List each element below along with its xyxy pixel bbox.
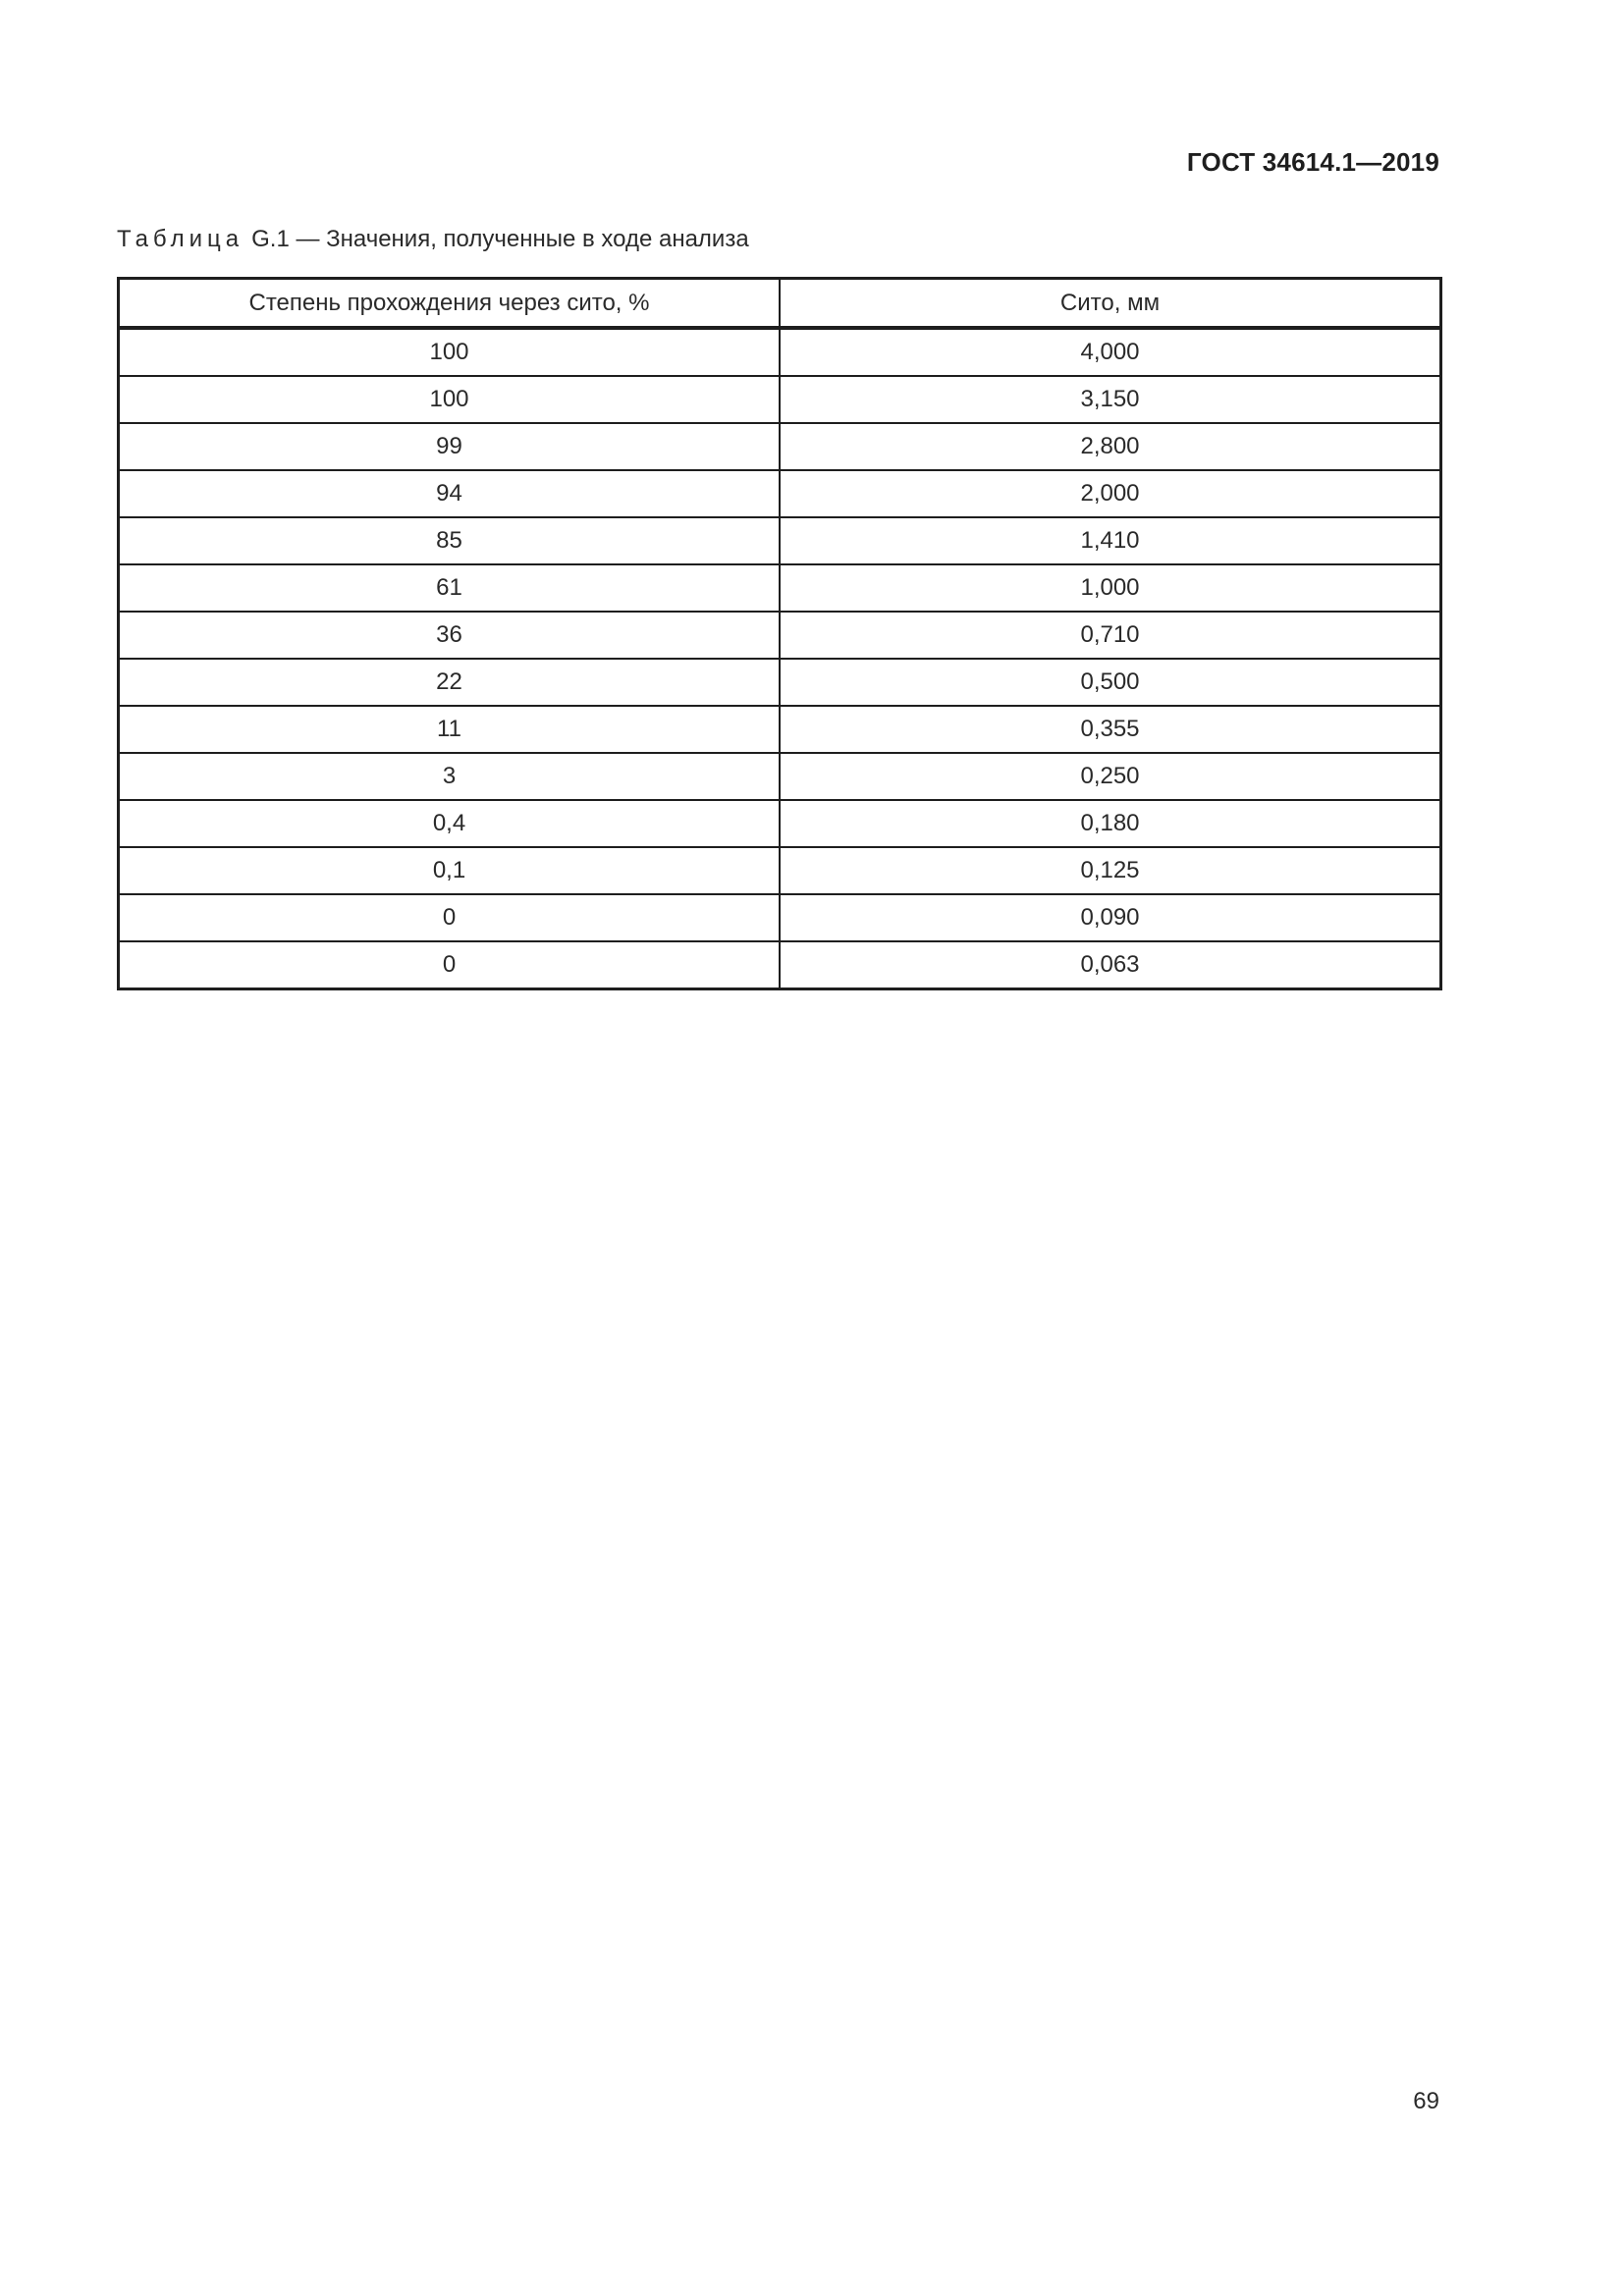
table-row (119, 753, 1441, 800)
cell-sieve-size: 0,500 (780, 659, 1441, 706)
cell-passing-percent: 100 (119, 328, 781, 376)
table-row (119, 894, 1441, 941)
table-row (119, 517, 1441, 564)
cell-sieve-size: 4,000 (780, 328, 1441, 376)
table-row (119, 328, 1441, 376)
cell-sieve-size: 2,800 (780, 423, 1441, 470)
cell-sieve-size: 2,000 (780, 470, 1441, 517)
cell-passing-percent: 36 (119, 612, 781, 659)
cell-passing-percent: 94 (119, 470, 781, 517)
table-row (119, 564, 1441, 612)
table-caption-prefix: Таблица (117, 226, 244, 252)
table-row (119, 847, 1441, 894)
cell-passing-percent: 85 (119, 517, 781, 564)
cell-passing-percent: 0 (119, 894, 781, 941)
cell-sieve-size: 0,710 (780, 612, 1441, 659)
cell-passing-percent: 3 (119, 753, 781, 800)
table-row (119, 376, 1441, 423)
column-header-passing-percent: Степень прохождения через сито, % (119, 279, 781, 329)
table-row (119, 612, 1441, 659)
table-row (119, 941, 1441, 989)
document-standard-number: ГОСТ 34614.1—2019 (1186, 147, 1439, 177)
cell-passing-percent: 0,1 (119, 847, 781, 894)
table-row (119, 800, 1441, 847)
table-caption (117, 226, 749, 253)
table-row (119, 659, 1441, 706)
cell-passing-percent: 0 (119, 941, 781, 989)
table-caption-text: G.1 — Значения, полученные в ходе анализа (251, 226, 749, 252)
cell-sieve-size: 3,150 (780, 376, 1441, 423)
cell-passing-percent: 100 (119, 376, 781, 423)
table-row (119, 470, 1441, 517)
cell-sieve-size: 0,090 (780, 894, 1441, 941)
table-row (119, 423, 1441, 470)
table-row (119, 706, 1441, 753)
cell-sieve-size: 0,125 (780, 847, 1441, 894)
cell-passing-percent: 99 (119, 423, 781, 470)
cell-sieve-size: 0,250 (780, 753, 1441, 800)
page-number: 69 (1413, 2088, 1439, 2114)
cell-sieve-size: 0,180 (780, 800, 1441, 847)
table-header-row (119, 279, 1441, 329)
cell-passing-percent: 0,4 (119, 800, 781, 847)
cell-sieve-size: 0,063 (780, 941, 1441, 989)
cell-sieve-size: 1,000 (780, 564, 1441, 612)
sieve-analysis-table (117, 277, 1442, 990)
cell-passing-percent: 22 (119, 659, 781, 706)
column-header-sieve-size: Сито, мм (780, 279, 1441, 329)
cell-sieve-size: 0,355 (780, 706, 1441, 753)
cell-passing-percent: 11 (119, 706, 781, 753)
cell-passing-percent: 61 (119, 564, 781, 612)
cell-sieve-size: 1,410 (780, 517, 1441, 564)
